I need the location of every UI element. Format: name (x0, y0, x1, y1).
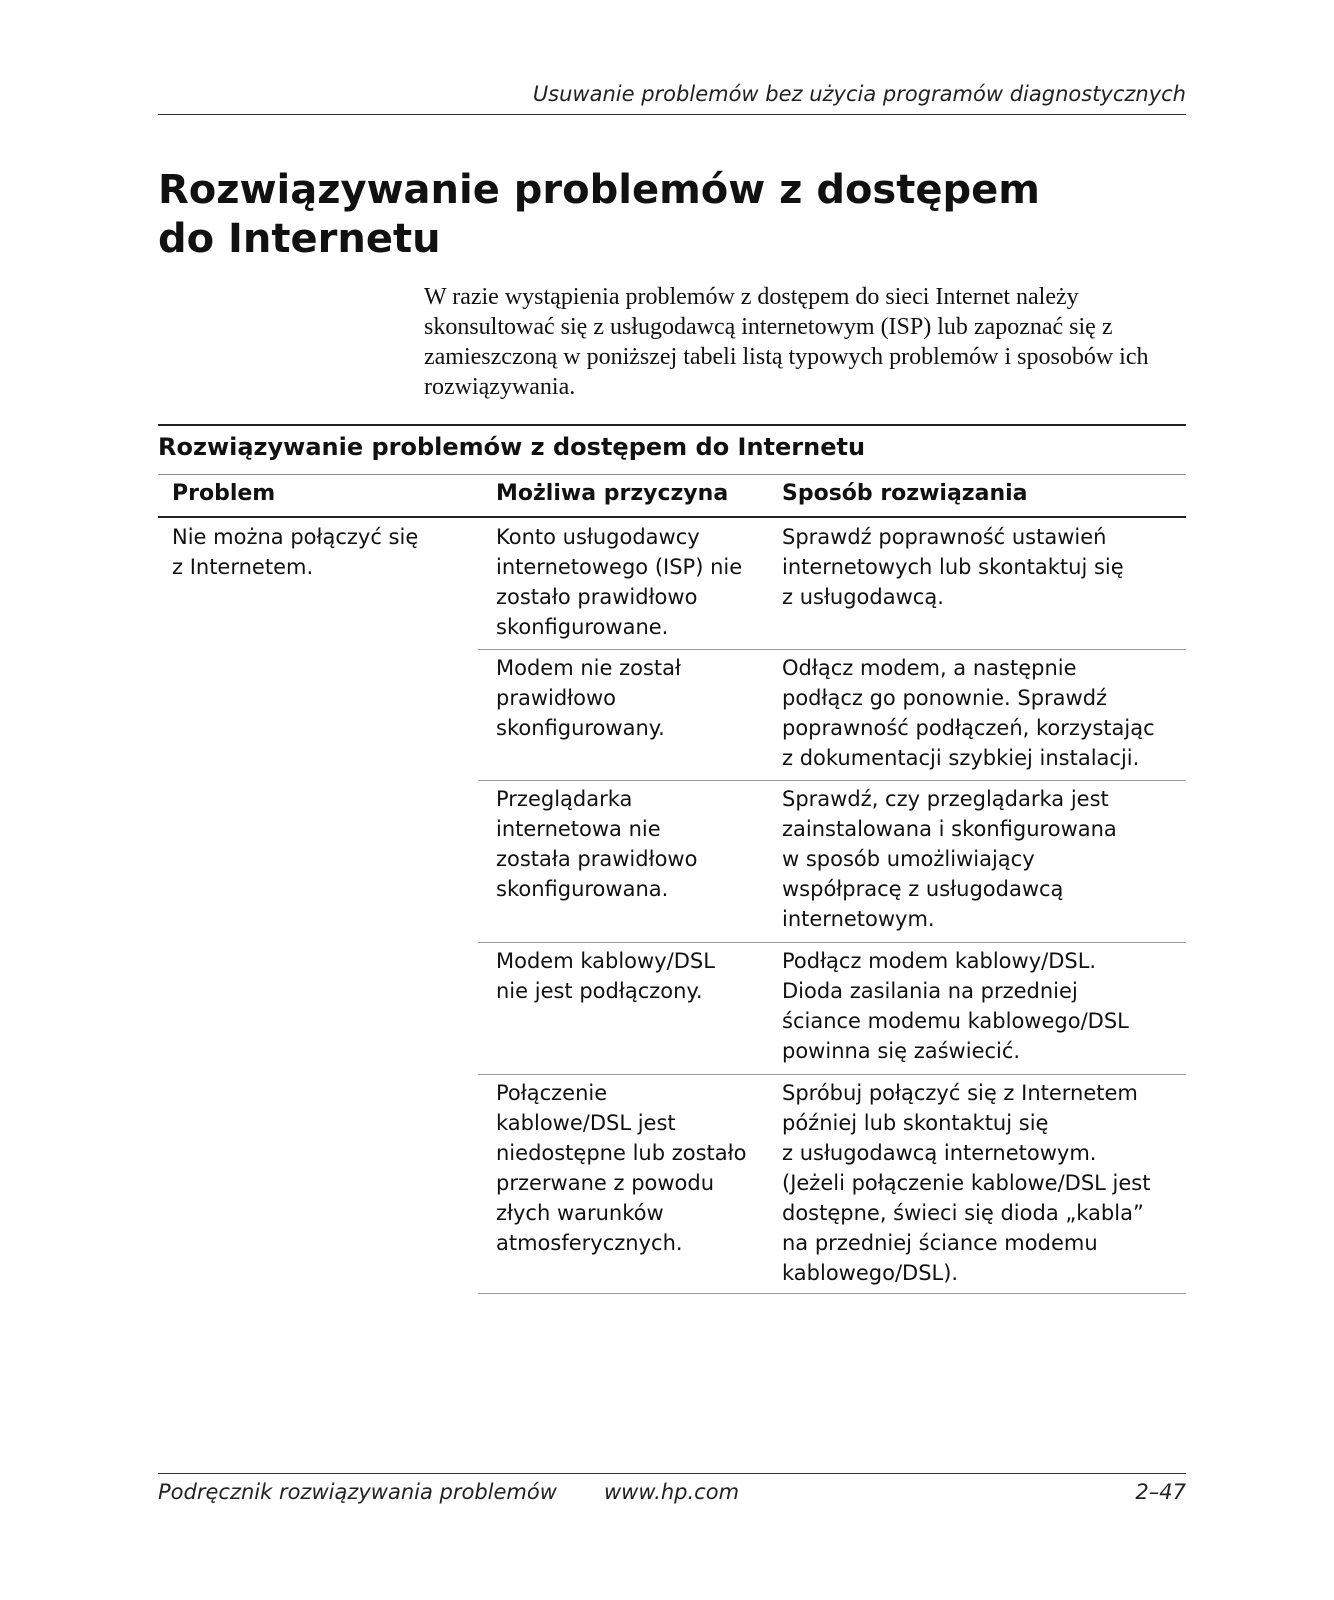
column-header-solution: Sposób rozwiązania (782, 481, 1028, 506)
problem-cell: Nie można połączyć się z Internetem. (172, 525, 419, 579)
solution-cell-5: Spróbuj połączyć się z Internetem później lub skontaktuj się z usługodawcą internetowym. (Jeżeli połączenie kablowe/DSL jest dostępne, świeci się dioda „kabla” na przedniej ściance modemu kablowego/DSL). (782, 1081, 1151, 1285)
page-title-line-1: Rozwiązywanie problemów z dostępem (158, 167, 1040, 213)
row-rule-5 (478, 1293, 1186, 1294)
row-rule-1 (478, 649, 1186, 650)
solution-cell-1: Sprawdź poprawność ustawień internetowych lub skontaktuj się z usługodawcą. (782, 525, 1124, 609)
running-header: Usuwanie problemów bez użycia programów diagnostycznych (532, 82, 1186, 106)
table-header-rule (158, 516, 1186, 518)
table-title-rule (158, 474, 1186, 475)
cause-cell-1: Konto usługodawcy internetowego (ISP) nie zostało prawidłowo skonfigurowane. (496, 525, 743, 639)
table-title: Rozwiązywanie problemów z dostępem do Internetu (158, 433, 866, 461)
column-header-problem: Problem (172, 481, 276, 506)
cause-cell-5: Połączenie kablowe/DSL jest niedostępne lub zostało przerwane z powodu złych warunków atmosferycznych. (496, 1081, 747, 1255)
solution-cell-2: Odłącz modem, a następnie podłącz go ponownie. Sprawdź poprawność podłączeń, korzystając z dokumentacji szybkiej instalacji. (782, 656, 1155, 770)
column-header-cause: Możliwa przyczyna (496, 481, 729, 506)
row-rule-3 (478, 942, 1186, 943)
footer-url: www.hp.com (604, 1480, 740, 1504)
header-rule (158, 114, 1186, 115)
row-rule-2 (478, 780, 1186, 781)
solution-cell-3: Sprawdź, czy przeglądarka jest zainstalowana i skonfigurowana w sposób umożliwiający współpracę z usługodawcą internetowym. (782, 787, 1117, 931)
cause-cell-4: Modem kablowy/DSL nie jest podłączony. (496, 949, 715, 1003)
footer-page-number: 2–47 (1135, 1480, 1186, 1504)
footer-manual-title: Podręcznik rozwiązywania problemów (158, 1480, 557, 1504)
table-top-rule (158, 424, 1186, 426)
page-title (158, 166, 1058, 264)
solution-cell-4: Podłącz modem kablowy/DSL. Dioda zasilania na przedniej ściance modemu kablowego/DSL powinna się zaświecić. (782, 949, 1129, 1063)
intro-paragraph: W razie wystąpienia problemów z dostępem do sieci Internet należy skonsultować się z usługodawcą internetowym (ISP) lub zapoznać się z zamieszczoną w poniższej tabeli listą typowych problemów i sposobów ich rozwiązywania. (424, 284, 1149, 400)
cause-cell-2: Modem nie został prawidłowo skonfigurowany. (496, 656, 681, 740)
page-title-line-2: do Internetu (158, 216, 441, 262)
footer-rule (158, 1473, 1186, 1474)
row-rule-4 (478, 1074, 1186, 1075)
cause-cell-3: Przeglądarka internetowa nie została prawidłowo skonfigurowana. (496, 787, 698, 901)
